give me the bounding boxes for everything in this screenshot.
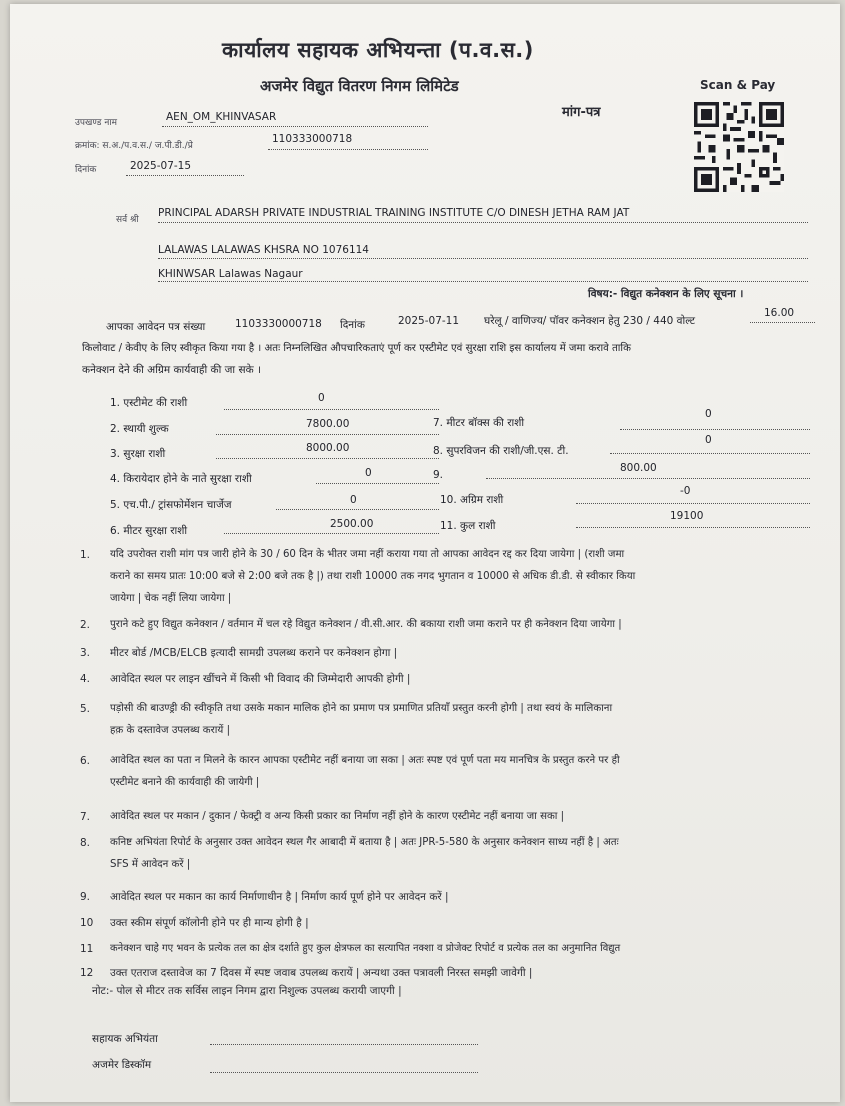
charge-label: 2. स्थायी शुल्क [110,423,169,435]
condition-line: आवेदित स्थल पर लाइन खींचने में किसी भी विवाद की जिम्मेदारी आपकी होगी | [110,673,411,685]
qr-code-icon [694,102,784,192]
condition-number: 1. [80,549,91,561]
condition-number: 5. [80,703,91,715]
condition-number: 10 [80,917,94,929]
divider [620,429,810,430]
application-number: 1103330000718 [235,318,322,330]
divider [316,483,439,484]
signatory-org: अजमेर डिस्कॉम [92,1059,152,1071]
condition-line: उक्त एतराज दस्तावेज का 7 दिवस में स्पष्ट जवाब उपलब्ध करायें | अन्यथा उक्त पत्रावली निरस्त समझी जावेगी | [110,967,533,979]
sub-division-label: उपखण्ड नाम [75,118,118,128]
charge-label: 9. [433,469,444,481]
divider [158,222,808,223]
charge-value: 0 [705,434,712,446]
condition-number: 11 [80,943,94,955]
charge-label: 11. कुल राशी [440,520,496,532]
condition-item [80,698,825,748]
condition-item [80,642,825,668]
condition-line: कराने का समय प्रातः 10:00 बजे से 2:00 बजे तक है |) तथा राशी 10000 तक नगद भुगतान व 10000 से अधिक डी.डी. से स्वीकार किया [110,571,636,582]
divider [158,281,808,282]
divider [268,149,428,150]
signatory-title: सहायक अभियंता [92,1033,158,1045]
condition-number: 8. [80,837,91,849]
charge-value: 19100 [670,510,704,522]
charge-value: 2500.00 [330,518,374,530]
scan-pay-label: Scan & Pay [700,78,776,92]
condition-line: आवेदित स्थल पर मकान / दुकान / फेक्ट्री व अन्य किसी प्रकार का निर्माण नहीं होने के कारण एस्टीमेट नहीं बनाया जा सका | [110,811,565,822]
condition-line: SFS में आवेदन करें | [110,859,191,870]
condition-number: 12 [80,967,94,979]
application-line-2: किलोवाट / केवीए के लिए स्वीकृत किया गया है । अतः निम्नलिखित औपचारिकताएं पूर्ण कर एस्टीमेट एवं सुरक्षा राशि इस कार्यालय में जमा करावे ताकि [82,343,631,354]
condition-line: यदि उपरोक्त राशी मांग पत्र जारी होने के 30 / 60 दिन के भीतर जमा नहीं कराया गया तो आपका आवेदन रद्द कर दिया जायेगा | (राशी जमा [110,549,625,560]
condition-item [80,938,825,962]
charge-value: 0 [705,408,712,420]
condition-number: 2. [80,619,91,631]
condition-line: एस्टीमेट बनाने की कार्यवाही की जायेगी | [110,777,260,788]
divider [750,322,815,323]
application-prefix: आपका आवेदन पत्र संख्या [106,321,206,333]
condition-number: 3. [80,647,91,659]
charge-value: 0 [365,467,372,479]
condition-number: 9. [80,891,91,903]
conditions-list [80,544,825,986]
condition-line: हक़ के दस्तावेज उपलब्ध करायें | [110,725,231,736]
demand-letter-page [10,4,840,1102]
condition-item [80,912,825,938]
divider [216,458,439,459]
charge-value: 800.00 [620,462,657,474]
divider [610,453,810,454]
condition-item [80,544,825,610]
condition-line: कनेक्शन चाहे गए भवन के प्रत्येक तल का क्षेत्र दर्शाते हुए कुल क्षेत्रफल का सत्यापित नक्शा व प्रोजेक्ट रिपोर्ट व प्रत्येक तल का अनुमानित विद्युत [110,943,621,954]
divider [224,533,439,534]
charge-label: 1. एस्टीमेट की राशी [110,397,188,409]
charge-value: -0 [680,485,691,497]
divider [486,478,810,479]
application-date-label: दिनांक [340,319,365,331]
condition-line: आवेदित स्थल पर मकान का कार्य निर्माणाधीन है | निर्माण कार्य पूर्ण होने पर आवेदन करें | [110,891,449,903]
divider [576,527,810,528]
charge-label: 4. किरायेदार होने के नाते सुरक्षा राशी [110,473,252,485]
divider [210,1072,478,1073]
addressee-prefix: सर्व श्री [116,215,139,225]
date-label: दिनांक [75,165,97,175]
condition-line: आवेदित स्थल का पता न मिलने के कारन आपका एस्टीमेट नहीं बनाया जा सका | अतः स्पष्ट एवं पूर्ण पता मय मानचित्र के प्रस्तुत करने पर ही [110,755,620,766]
condition-line: पुराने कटे हुए विद्युत कनेक्शन / वर्तमान में चल रहे विद्युत कनेक्शन / वी.सी.आर. की बकाया राशी जमा कराने पर ही कनेक्शन दिया जायेगा | [110,619,622,630]
application-line-3: कनेक्शन देने की अग्रिम कार्यवाही की जा सके । [82,364,261,376]
condition-number: 7. [80,811,91,823]
divider [224,409,439,410]
application-date: 2025-07-11 [398,315,460,327]
divider [210,1044,478,1045]
addressee-line-2: LALAWAS LALAWAS KHSRA NO 1076114 [158,244,369,256]
condition-item [80,832,825,882]
divider [576,503,810,504]
document-type: मांग-पत्र [562,105,601,120]
charge-label: 5. एच.पी./ ट्रांसफोर्मेशन चार्जेज [110,499,232,511]
condition-line: उक्त स्कीम संपूर्ण कॉलोनी होने पर ही मान्य होगी है | [110,917,309,929]
condition-line: जायेगा | चेक नहीं लिया जायेगा | [110,593,232,604]
divider [162,126,428,127]
divider [276,509,439,510]
subject-line: विषय:- विद्युत कनेक्शन के लिए सूचना । [588,288,744,300]
charge-value: 0 [318,392,325,404]
connection-type: घरेलू / वाणिज्य/ पॉवर कनेक्शन हेतु 230 / 440 वोल्ट [484,315,696,327]
charge-value: 0 [350,494,357,506]
condition-item [80,806,825,832]
condition-item [80,614,825,642]
condition-item [80,886,825,912]
condition-line: कनिष्ट अभियंता रिपोर्ट के अनुसार उक्त आवेदन स्थल गैर आबादी में बताया है | अतः JPR-5-580 के अनुसार कनेक्शन साध्य नहीं है | अतः [110,837,619,848]
charge-label: 10. अग्रिम राशी [440,494,504,506]
addressee-line-3: KHINWSAR Lalawas Nagaur [158,268,303,280]
condition-line: मीटर बोर्ड /MCB/ELCB इत्यादी सामग्री उपलब्ध कराने पर कनेक्शन होगा | [110,647,398,659]
condition-number: 4. [80,673,91,685]
service-line-note: नोट:- पोल से मीटर तक सर्विस लाइन निगम द्वारा निशुल्क उपलब्ध करायी जाएगी | [92,985,402,997]
condition-number: 6. [80,755,91,767]
company-name: अजमेर विद्युत वितरण निगम लिमिटेड [260,77,459,95]
divider [158,258,808,259]
ref-label: क्रमांक: स.अ./प.व.स./ ज.पी.डी./प्रे [75,141,193,151]
ref-value: 110333000718 [272,133,353,145]
office-title: कार्यालय सहायक अभियन्ता (प.व.स.) [222,38,534,62]
date-value: 2025-07-15 [130,160,192,172]
condition-line: पड़ोसी की बाउण्ड्री की स्वीकृति तथा उसके मकान मालिक होने का प्रमाण पत्र प्रमाणित प्रतियाँ प्रस्तुत करनी होगी | तथा स्वयं के मालिकाना [110,703,613,714]
condition-item [80,750,825,800]
charge-value: 7800.00 [306,418,350,430]
divider [126,175,244,176]
sanctioned-load: 16.00 [764,307,795,319]
charge-value: 8000.00 [306,442,350,454]
condition-item [80,668,825,694]
condition-item [80,962,825,986]
sub-division-value: AEN_OM_KHINVASAR [166,111,277,123]
addressee-line-1: PRINCIPAL ADARSH PRIVATE INDUSTRIAL TRAINING INSTITUTE C/O DINESH JETHA RAM JAT [158,207,630,219]
charge-label: 6. मीटर सुरक्षा राशी [110,525,188,537]
charge-label: 8. सुपरविजन की राशी/जी.एस. टी. [433,445,569,457]
divider [216,434,439,435]
charge-label: 3. सुरक्षा राशी [110,448,166,460]
charge-label: 7. मीटर बॉक्स की राशी [433,417,525,429]
